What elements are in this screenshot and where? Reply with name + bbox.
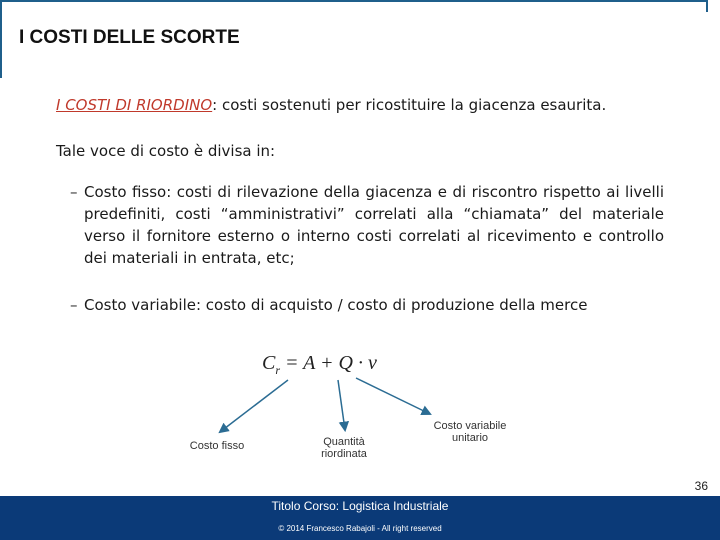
intro-rest: : costi sostenuti per ricostituire la giacenza esaurita. xyxy=(212,96,607,114)
footer-bar xyxy=(0,496,720,540)
bullet-text: Costo fisso: costi di rilevazione della giacenza e di riscontro rispetto ai livelli predefiniti, costi “amministrativi” correlati alla “chiamata” del materiale verso il fornitore esterno o interno costi correlati al ricevimento e controllo dei materiali in entrata, etc; xyxy=(84,183,664,267)
intro-term: I COSTI DI RIORDINO xyxy=(56,96,213,114)
bullet-dash: – xyxy=(70,296,78,314)
slide-title: I COSTI DELLE SCORTE xyxy=(19,27,240,48)
label-costo-variabile-unitario: Costo variabile unitario xyxy=(433,420,507,444)
formula-rhs: = A + Q · v xyxy=(280,352,377,374)
label-costo-fisso: Costo fisso xyxy=(189,440,245,452)
footer-course-title: Titolo Corso: Logistica Industriale xyxy=(271,499,449,513)
arrow-to-unitario xyxy=(356,378,430,414)
label-quantita-riordinata: Quantità riordinata xyxy=(321,436,367,460)
tale-line: Tale voce di costo è divisa in: xyxy=(56,142,276,160)
bullet-dash: – xyxy=(70,183,78,201)
bullet-text: Costo variabile: costo di acquisto / costo di produzione della merce xyxy=(84,296,588,314)
arrow-to-fisso xyxy=(220,380,288,432)
arrow-to-quantita xyxy=(338,380,345,430)
footer-copyright: © 2014 Francesco Rabajoli - All right reserved xyxy=(278,524,442,533)
formula-lhs: C xyxy=(262,352,276,374)
page-number: 36 xyxy=(694,479,708,493)
formula-lhs-sub: r xyxy=(275,363,281,377)
